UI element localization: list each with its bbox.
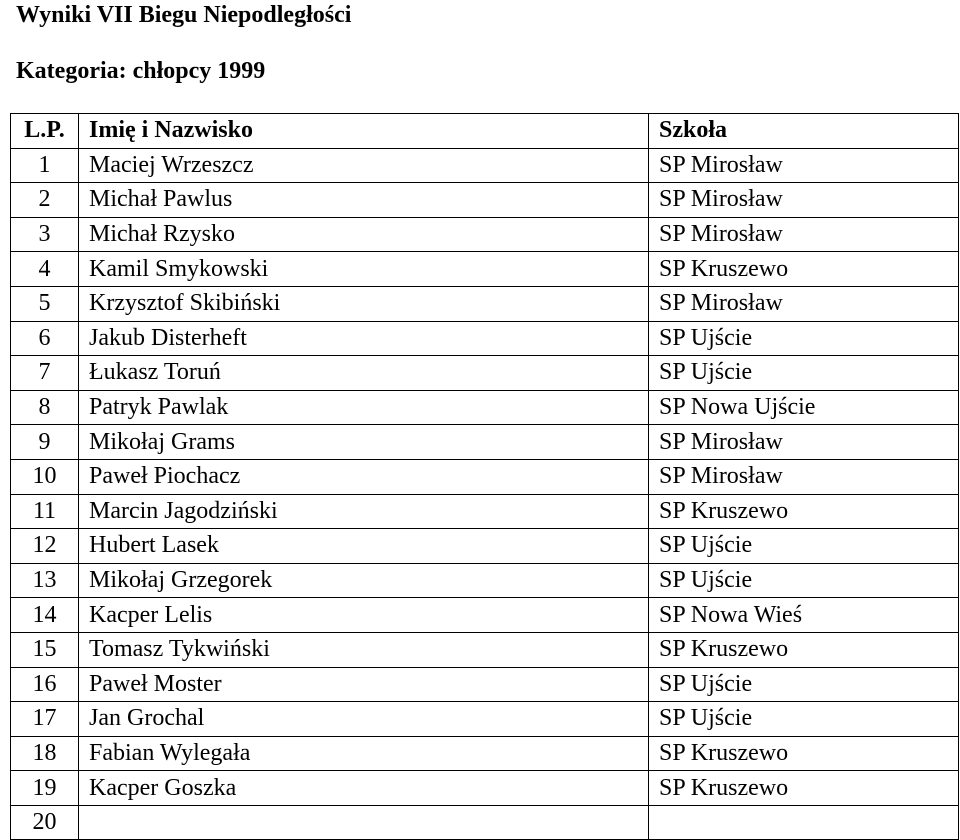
row-name-cell: Paweł Piochacz [79,459,649,494]
row-school-cell [649,805,959,840]
table-row [11,390,959,425]
table-row [11,667,959,702]
row-school-cell: SP Mirosław [649,286,959,321]
row-school-cell: SP Ujście [649,356,959,391]
row-lp-cell: 18 [11,736,79,771]
row-name-cell: Marcin Jagodziński [79,494,649,529]
row-lp-cell: 20 [11,805,79,840]
results-table [10,113,959,840]
row-name-cell: Mikołaj Grzegorek [79,563,649,598]
row-lp-cell: 11 [11,494,79,529]
row-name-cell: Jakub Disterheft [79,321,649,356]
table-row [11,702,959,737]
row-lp-cell: 7 [11,356,79,391]
table-row [11,321,959,356]
table-row [11,425,959,460]
row-school-cell: SP Ujście [649,321,959,356]
row-name-cell: Michał Pawlus [79,183,649,218]
row-school-cell: SP Kruszewo [649,252,959,287]
row-school-cell: SP Nowa Ujście [649,390,959,425]
table-row [11,563,959,598]
row-lp-cell: 1 [11,148,79,183]
row-name-cell: Krzysztof Skibiński [79,286,649,321]
row-lp-cell: 13 [11,563,79,598]
category-heading: Kategoria: chłopcy 1999 [16,58,266,84]
row-school-cell: SP Kruszewo [649,771,959,806]
row-name-cell: Paweł Moster [79,667,649,702]
table-row [11,736,959,771]
row-lp-cell: 4 [11,252,79,287]
row-school-cell: SP Mirosław [649,459,959,494]
table-row [11,356,959,391]
row-name-cell: Hubert Lasek [79,529,649,564]
row-school-cell: SP Mirosław [649,217,959,252]
table-row [11,598,959,633]
row-lp-cell: 6 [11,321,79,356]
row-lp-cell: 10 [11,459,79,494]
table-row [11,252,959,287]
table-header-row [11,114,959,149]
row-school-cell: SP Kruszewo [649,736,959,771]
row-school-cell: SP Ujście [649,667,959,702]
table-row [11,632,959,667]
row-lp-cell: 3 [11,217,79,252]
row-lp-cell: 8 [11,390,79,425]
header-school: Szkoła [649,114,959,149]
header-lp: L.P. [11,114,79,149]
row-school-cell: SP Mirosław [649,148,959,183]
row-school-cell: SP Mirosław [649,183,959,218]
table-row [11,805,959,840]
header-name: Imię i Nazwisko [79,114,649,149]
row-lp-cell: 17 [11,702,79,737]
row-name-cell: Mikołaj Grams [79,425,649,460]
row-lp-cell: 15 [11,632,79,667]
row-lp-cell: 12 [11,529,79,564]
row-name-cell: Łukasz Toruń [79,356,649,391]
row-name-cell: Tomasz Tykwiński [79,632,649,667]
row-lp-cell: 5 [11,286,79,321]
table-row [11,183,959,218]
row-school-cell: SP Kruszewo [649,632,959,667]
table-row [11,771,959,806]
row-lp-cell: 2 [11,183,79,218]
row-school-cell: SP Ujście [649,702,959,737]
table-row [11,286,959,321]
document-title: Wyniki VII Biegu Niepodległości [16,2,352,28]
row-name-cell [79,805,649,840]
row-school-cell: SP Kruszewo [649,494,959,529]
row-school-cell: SP Mirosław [649,425,959,460]
row-name-cell: Michał Rzysko [79,217,649,252]
row-school-cell: SP Nowa Wieś [649,598,959,633]
row-name-cell: Kamil Smykowski [79,252,649,287]
row-school-cell: SP Ujście [649,529,959,564]
results-body [11,148,959,840]
row-school-cell: SP Ujście [649,563,959,598]
row-name-cell: Kacper Goszka [79,771,649,806]
table-row [11,494,959,529]
row-lp-cell: 9 [11,425,79,460]
row-name-cell: Jan Grochal [79,702,649,737]
table-row [11,148,959,183]
table-row [11,217,959,252]
row-lp-cell: 16 [11,667,79,702]
row-name-cell: Fabian Wylegała [79,736,649,771]
row-lp-cell: 19 [11,771,79,806]
row-lp-cell: 14 [11,598,79,633]
row-name-cell: Kacper Lelis [79,598,649,633]
row-name-cell: Maciej Wrzeszcz [79,148,649,183]
table-row [11,459,959,494]
table-row [11,529,959,564]
row-name-cell: Patryk Pawlak [79,390,649,425]
